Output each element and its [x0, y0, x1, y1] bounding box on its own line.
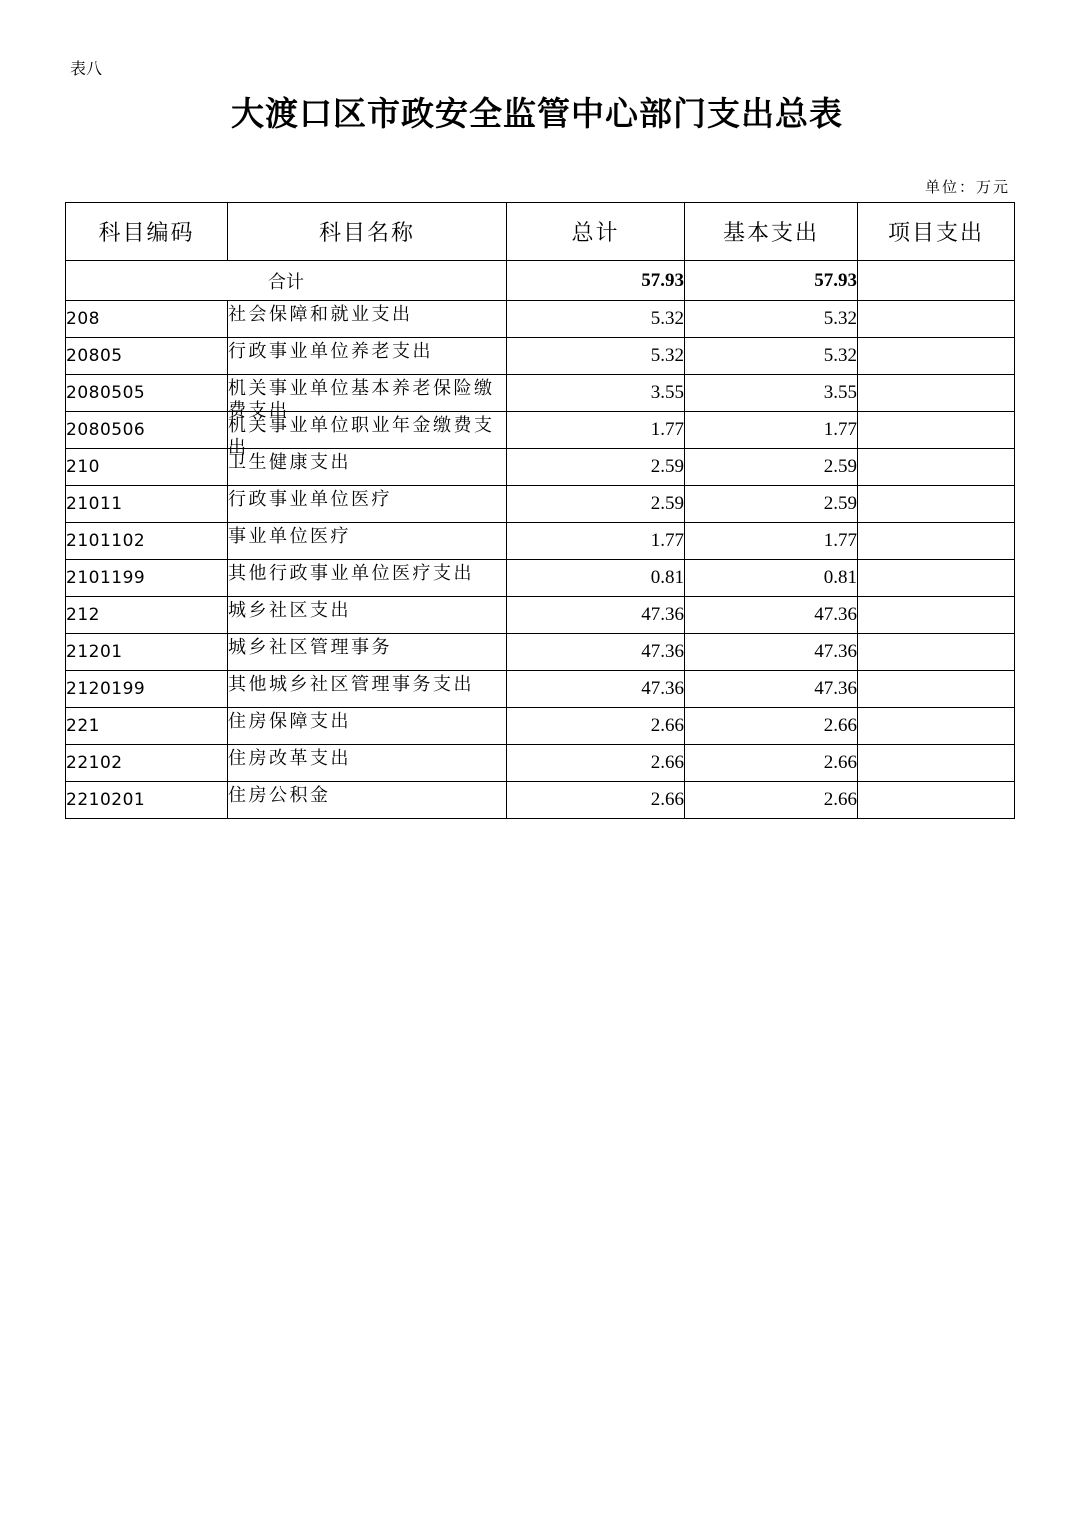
unit-note: 单位：万元 — [924, 178, 1010, 196]
subject-code: 21201 — [66, 634, 228, 671]
subject-name: 机关事业单位基本养老保险缴费支出 — [228, 377, 495, 421]
total-basic: 57.93 — [685, 261, 858, 301]
subject-name: 住房改革支出 — [228, 747, 351, 769]
header-subject-code: 科目编码 — [66, 203, 228, 261]
row-total: 5.32 — [507, 338, 685, 375]
row-project — [858, 486, 1015, 523]
header-subject-name: 科目名称 — [228, 203, 507, 261]
table-row — [66, 560, 1015, 597]
subject-code: 2080505 — [66, 375, 228, 412]
row-basic: 47.36 — [685, 634, 858, 671]
table-number-label: 表八 — [70, 59, 103, 78]
row-total: 47.36 — [507, 597, 685, 634]
row-project — [858, 634, 1015, 671]
subject-name: 城乡社区支出 — [228, 599, 351, 621]
row-basic: 2.66 — [685, 782, 858, 819]
row-project — [858, 597, 1015, 634]
table-row — [66, 782, 1015, 819]
row-total: 2.66 — [507, 745, 685, 782]
header-total: 总计 — [507, 203, 685, 261]
subject-name: 住房保障支出 — [228, 710, 351, 732]
row-project — [858, 301, 1015, 338]
row-total: 2.59 — [507, 449, 685, 486]
table-row — [66, 375, 1015, 412]
row-basic: 5.32 — [685, 301, 858, 338]
row-project — [858, 523, 1015, 560]
row-project — [858, 560, 1015, 597]
subject-name-cell — [228, 301, 507, 338]
header-project-expenditure: 项目支出 — [858, 203, 1015, 261]
table-row — [66, 449, 1015, 486]
row-total: 2.59 — [507, 486, 685, 523]
table-row — [66, 708, 1015, 745]
subject-code: 2080506 — [66, 412, 228, 449]
subject-name-cell — [228, 671, 507, 708]
subject-name-cell — [228, 375, 507, 421]
row-basic: 1.77 — [685, 523, 858, 560]
row-total: 5.32 — [507, 301, 685, 338]
row-total: 47.36 — [507, 634, 685, 671]
row-basic: 2.66 — [685, 745, 858, 782]
subject-name: 城乡社区管理事务 — [228, 636, 392, 658]
total-label: 合计 — [66, 261, 507, 301]
row-basic: 2.59 — [685, 486, 858, 523]
row-project — [858, 708, 1015, 745]
row-basic: 2.59 — [685, 449, 858, 486]
table-row — [66, 745, 1015, 782]
subject-name-cell — [228, 523, 507, 560]
row-project — [858, 782, 1015, 819]
row-basic: 0.81 — [685, 560, 858, 597]
subject-name-cell — [228, 708, 507, 745]
subject-name-cell — [228, 338, 507, 375]
row-project — [858, 338, 1015, 375]
subject-name: 社会保障和就业支出 — [228, 303, 413, 325]
table-row — [66, 412, 1015, 449]
row-total: 1.77 — [507, 523, 685, 560]
total-row — [66, 261, 1015, 301]
subject-name: 行政事业单位医疗 — [228, 488, 392, 510]
subject-name-cell — [228, 782, 507, 819]
subject-name: 行政事业单位养老支出 — [228, 340, 433, 362]
row-project — [858, 745, 1015, 782]
row-basic: 5.32 — [685, 338, 858, 375]
subject-code: 208 — [66, 301, 228, 338]
table-row — [66, 338, 1015, 375]
subject-name-cell — [228, 745, 507, 782]
row-total: 2.66 — [507, 782, 685, 819]
subject-name-cell — [228, 560, 507, 597]
subject-code: 20805 — [66, 338, 228, 375]
table-row — [66, 634, 1015, 671]
header-basic-expenditure: 基本支出 — [685, 203, 858, 261]
subject-name: 机关事业单位职业年金缴费支出 — [228, 414, 495, 458]
subject-name-cell — [228, 597, 507, 634]
subject-name: 其他行政事业单位医疗支出 — [228, 562, 474, 584]
subject-code: 2120199 — [66, 671, 228, 708]
row-basic: 47.36 — [685, 597, 858, 634]
subject-name: 卫生健康支出 — [228, 451, 351, 473]
table-row — [66, 671, 1015, 708]
subject-name: 其他城乡社区管理事务支出 — [228, 673, 474, 695]
row-total: 3.55 — [507, 375, 685, 412]
subject-code: 2101102 — [66, 523, 228, 560]
subject-name-cell — [228, 634, 507, 671]
subject-name: 事业单位医疗 — [228, 525, 351, 547]
subject-code: 221 — [66, 708, 228, 745]
row-basic: 1.77 — [685, 412, 858, 449]
subject-code: 2101199 — [66, 560, 228, 597]
page-title: 大渡口区市政安全监管中心部门支出总表 — [231, 94, 843, 133]
row-basic: 2.66 — [685, 708, 858, 745]
total-sum: 57.93 — [507, 261, 685, 301]
subject-code: 21011 — [66, 486, 228, 523]
subject-name-cell — [228, 486, 507, 523]
row-total: 0.81 — [507, 560, 685, 597]
row-total: 47.36 — [507, 671, 685, 708]
row-basic: 47.36 — [685, 671, 858, 708]
row-project — [858, 375, 1015, 412]
header-row — [66, 203, 1015, 261]
total-project — [858, 261, 1015, 301]
subject-name-cell — [228, 412, 507, 458]
table-row — [66, 597, 1015, 634]
row-project — [858, 412, 1015, 449]
table-row — [66, 301, 1015, 338]
subject-code: 212 — [66, 597, 228, 634]
row-project — [858, 671, 1015, 708]
subject-code: 2210201 — [66, 782, 228, 819]
subject-name-cell — [228, 449, 507, 486]
table-row — [66, 486, 1015, 523]
subject-name: 住房公积金 — [228, 784, 331, 806]
expenditure-table — [65, 202, 1015, 819]
row-project — [858, 449, 1015, 486]
row-total: 1.77 — [507, 412, 685, 449]
row-total: 2.66 — [507, 708, 685, 745]
row-basic: 3.55 — [685, 375, 858, 412]
subject-code: 210 — [66, 449, 228, 486]
table-row — [66, 523, 1015, 560]
subject-code: 22102 — [66, 745, 228, 782]
